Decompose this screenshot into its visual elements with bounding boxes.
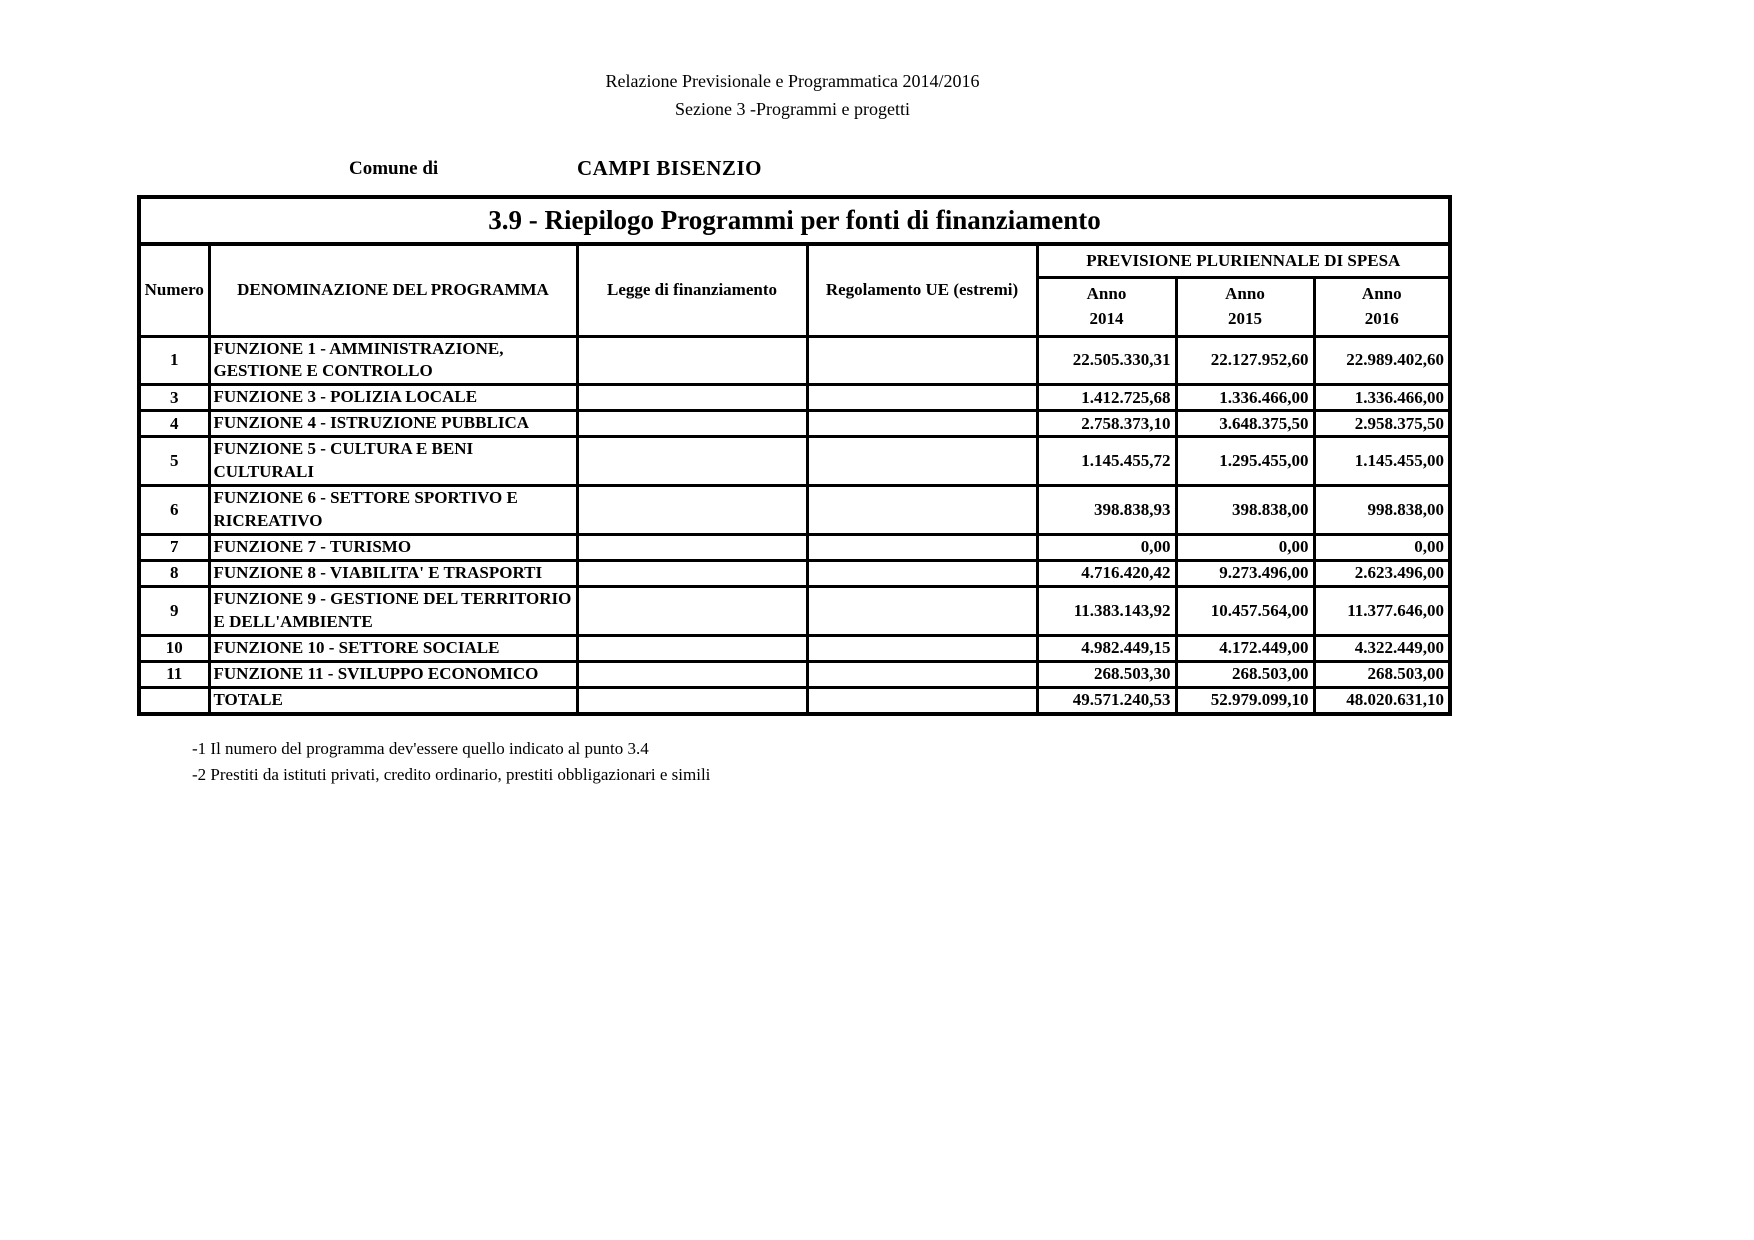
legge-cell: [577, 661, 807, 687]
value-2015-cell: 0,00: [1176, 535, 1314, 561]
total-2014-cell: 49.571.240,53: [1037, 687, 1176, 713]
total-2015-cell: 52.979.099,10: [1176, 687, 1314, 713]
value-2016-cell: 1.145.455,00: [1314, 437, 1450, 486]
value-2016-cell: 0,00: [1314, 535, 1450, 561]
programma-name-cell: FUNZIONE 11 - SVILUPPO ECONOMICO: [209, 661, 577, 687]
numero-cell: 6: [139, 486, 209, 535]
col-header-legge: Legge di finanziamento: [577, 244, 807, 336]
numero-cell: 1: [139, 336, 209, 385]
value-2014-cell: 22.505.330,31: [1037, 336, 1176, 385]
regolamento-cell: [807, 486, 1037, 535]
programma-name-cell: FUNZIONE 10 - SETTORE SOCIALE: [209, 635, 577, 661]
regolamento-cell: [807, 661, 1037, 687]
numero-cell: 5: [139, 437, 209, 486]
regolamento-cell: [807, 687, 1037, 713]
regolamento-cell: [807, 635, 1037, 661]
table-row: [139, 437, 1450, 486]
regolamento-cell: [807, 586, 1037, 635]
programma-name-cell: FUNZIONE 6 - SETTORE SPORTIVO E RICREATIVO: [209, 486, 577, 535]
value-2015-cell: 4.172.449,00: [1176, 635, 1314, 661]
table-title-row: [139, 197, 1450, 244]
programma-name-cell: FUNZIONE 7 - TURISMO: [209, 535, 577, 561]
value-2016-cell: 998.838,00: [1314, 486, 1450, 535]
value-2016-cell: 11.377.646,00: [1314, 586, 1450, 635]
legge-cell: [577, 687, 807, 713]
document-header: [137, 68, 1448, 124]
table-row: [139, 586, 1450, 635]
regolamento-cell: [807, 560, 1037, 586]
regolamento-cell: [807, 437, 1037, 486]
value-2016-cell: 268.503,00: [1314, 661, 1450, 687]
anno-label: Anno: [1086, 283, 1127, 303]
legge-cell: [577, 486, 807, 535]
total-2016-cell: 48.020.631,10: [1314, 687, 1450, 713]
value-2014-cell: 4.982.449,15: [1037, 635, 1176, 661]
value-2015-cell: 1.336.466,00: [1176, 385, 1314, 411]
value-2014-cell: 1.145.455,72: [1037, 437, 1176, 486]
table-total-row: [139, 687, 1450, 713]
value-2015-cell: 3.648.375,50: [1176, 411, 1314, 437]
value-2015-cell: 9.273.496,00: [1176, 560, 1314, 586]
value-2015-cell: 10.457.564,00: [1176, 586, 1314, 635]
summary-table: [137, 195, 1452, 716]
col-header-anno-2015: [1176, 277, 1314, 336]
legge-cell: [577, 336, 807, 385]
legge-cell: [577, 437, 807, 486]
col-header-anno-2014: [1037, 277, 1176, 336]
comune-label: Comune di: [349, 158, 439, 179]
footnotes: [192, 736, 710, 789]
legge-cell: [577, 535, 807, 561]
value-2015-cell: 22.127.952,60: [1176, 336, 1314, 385]
legge-cell: [577, 586, 807, 635]
value-2015-cell: 398.838,00: [1176, 486, 1314, 535]
programma-name-cell: FUNZIONE 1 - AMMINISTRAZIONE, GESTIONE E CONTROLLO: [209, 336, 577, 385]
value-2016-cell: 1.336.466,00: [1314, 385, 1450, 411]
doc-title-line1: Relazione Previsionale e Programmatica 2014/2016: [605, 71, 980, 91]
table-row: [139, 486, 1450, 535]
programma-name-cell: FUNZIONE 3 - POLIZIA LOCALE: [209, 385, 577, 411]
value-2014-cell: 398.838,93: [1037, 486, 1176, 535]
value-2015-cell: 1.295.455,00: [1176, 437, 1314, 486]
numero-cell: 11: [139, 661, 209, 687]
programma-name-cell: FUNZIONE 5 - CULTURA E BENI CULTURALI: [209, 437, 577, 486]
comune-name: CAMPI BISENZIO: [577, 156, 762, 180]
table-row: [139, 535, 1450, 561]
numero-cell: 10: [139, 635, 209, 661]
footnote-2: -2 Prestiti da istituti privati, credito ordinario, prestiti obbligazionari e simili: [192, 765, 711, 785]
regolamento-cell: [807, 336, 1037, 385]
numero-cell: 9: [139, 586, 209, 635]
value-2014-cell: 0,00: [1037, 535, 1176, 561]
regolamento-cell: [807, 411, 1037, 437]
value-2016-cell: 4.322.449,00: [1314, 635, 1450, 661]
table-body: [139, 336, 1450, 714]
table-row: [139, 560, 1450, 586]
table-row: [139, 635, 1450, 661]
value-2015-cell: 268.503,00: [1176, 661, 1314, 687]
col-header-regolamento: Regolamento UE (estremi): [807, 244, 1037, 336]
regolamento-cell: [807, 535, 1037, 561]
table-row: [139, 385, 1450, 411]
col-header-numero: Numero: [139, 244, 209, 336]
col-header-previsione-group: PREVISIONE PLURIENNALE DI SPESA: [1037, 244, 1450, 277]
col-header-denominazione: DENOMINAZIONE DEL PROGRAMMA: [209, 244, 577, 336]
anno-year-2016: 2016: [1364, 308, 1399, 328]
numero-cell: 4: [139, 411, 209, 437]
summary-table-wrapper: [137, 195, 1448, 716]
legge-cell: [577, 411, 807, 437]
totale-label-cell: TOTALE: [209, 687, 577, 713]
legge-cell: [577, 635, 807, 661]
value-2014-cell: 4.716.420,42: [1037, 560, 1176, 586]
regolamento-cell: [807, 385, 1037, 411]
numero-cell: [139, 687, 209, 713]
value-2016-cell: 22.989.402,60: [1314, 336, 1450, 385]
value-2014-cell: 2.758.373,10: [1037, 411, 1176, 437]
table-title: 3.9 - Riepilogo Programmi per fonti di finanziamento: [139, 197, 1450, 244]
col-header-anno-2016: [1314, 277, 1450, 336]
anno-year-2014: 2014: [1089, 308, 1124, 328]
programma-name-cell: FUNZIONE 8 - VIABILITA' E TRASPORTI: [209, 560, 577, 586]
programma-name-cell: FUNZIONE 4 - ISTRUZIONE PUBBLICA: [209, 411, 577, 437]
legge-cell: [577, 560, 807, 586]
numero-cell: 8: [139, 560, 209, 586]
value-2016-cell: 2.623.496,00: [1314, 560, 1450, 586]
legge-cell: [577, 385, 807, 411]
comune-line: [137, 158, 1448, 182]
anno-label: Anno: [1225, 283, 1265, 303]
table-header-row-1: [139, 244, 1450, 277]
programma-name-cell: FUNZIONE 9 - GESTIONE DEL TERRITORIO E DELL'AMBIENTE: [209, 586, 577, 635]
table-row: [139, 661, 1450, 687]
value-2016-cell: 2.958.375,50: [1314, 411, 1450, 437]
value-2014-cell: 268.503,30: [1037, 661, 1176, 687]
table-row: [139, 336, 1450, 385]
footnote-1: -1 Il numero del programma dev'essere quello indicato al punto 3.4: [192, 739, 649, 758]
numero-cell: 3: [139, 385, 209, 411]
anno-year-2015: 2015: [1228, 308, 1262, 328]
doc-title-line2: Sezione 3 -Programmi e progetti: [675, 98, 910, 119]
anno-label: Anno: [1361, 283, 1402, 303]
value-2014-cell: 1.412.725,68: [1037, 385, 1176, 411]
value-2014-cell: 11.383.143,92: [1037, 586, 1176, 635]
numero-cell: 7: [139, 535, 209, 561]
table-row: [139, 411, 1450, 437]
